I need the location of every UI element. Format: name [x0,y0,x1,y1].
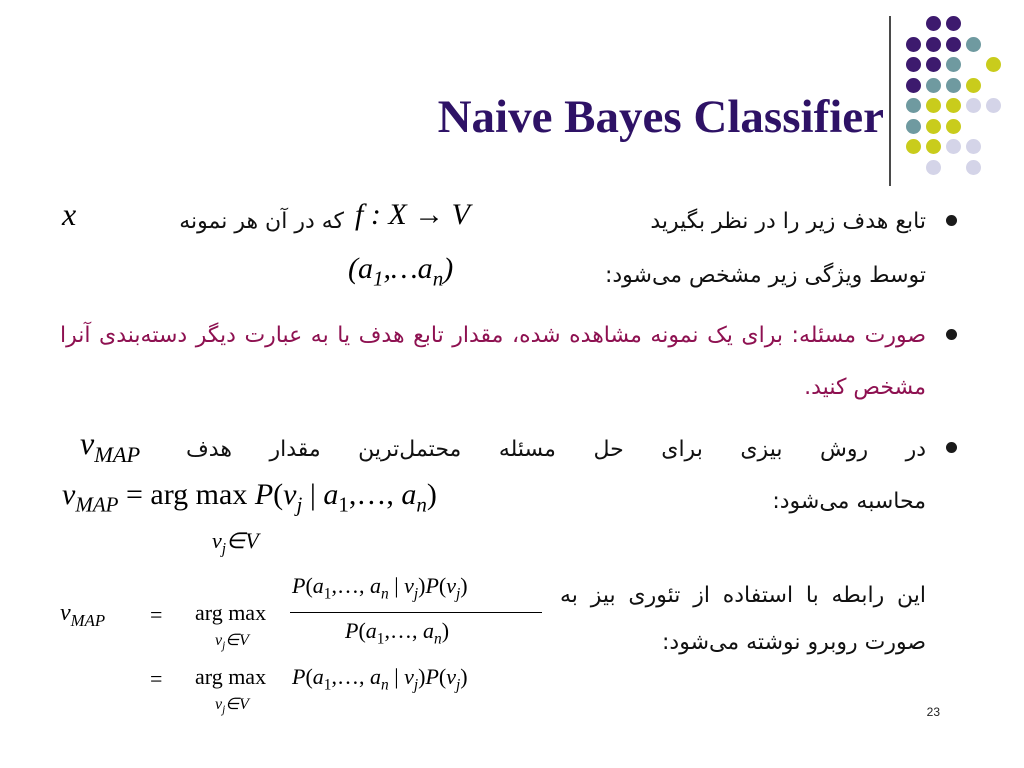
page-number: 23 [926,705,940,719]
bullet-3-math-equation: $v_{MAP}$ = arg $\max P(v_j$ | $a_1,\dots$, $a_n$) [62,478,437,517]
bullet-3-marker [946,442,957,453]
decorative-dot [986,57,1001,72]
derivation-eq-2: = [150,666,163,691]
bullet-1-line2: توسط ویژگی زیر مشخص می‌شود: [604,263,926,288]
decorative-dot [926,139,941,154]
decorative-dot [946,57,961,72]
derivation-fraction-bar [290,612,542,613]
decorative-dot [906,139,921,154]
bullet-3-math-under: $v_j\in V$ [212,528,259,558]
derivation-eq-1: = [150,602,163,627]
decorative-dot [906,98,921,113]
derivation-text: این رابطه با استفاده از تئوری بیز به صورت روبرو نوشته می‌شود: [560,583,926,655]
bullet-1-math-a: $(a_1,\dots a_n)$ [348,252,454,291]
decorative-dot [906,78,921,93]
derivation-lhs: $v_{MAP}$ [60,600,106,630]
decorative-dot [946,119,961,134]
bullet-3-line2: محاسبه می‌شود: [772,489,926,514]
derivation-line2: $P(a_1,\dots$, $a_n$ | $v_j)P(v_j)$ [292,664,468,694]
bullet-1-marker [946,215,957,226]
bullet-1-math-f: f : X → V [355,198,470,231]
decorative-dot [926,37,941,52]
decorative-dot [926,160,941,175]
bullet-1-math-x: x [62,196,77,232]
bullet-1-line1: تابع هدف زیر را در نظر بگیرید [650,209,926,234]
derivation-denominator: $P(a_1,\dots$, $a_n$) [345,618,450,648]
decorative-dot [946,37,961,52]
derivation-under-2: $v_j\in V$ [215,696,249,716]
bullet-3-line1: در روش بیزی برای حل مسئله محتمل‌ترین مقدار هدف [186,437,926,462]
derivation-under-1: $v_j\in V$ [215,632,249,652]
derivation-argmax-1: arg max [195,600,267,625]
decorative-dot [926,16,941,31]
bullet-1-line1b: که در آن هر نمونه [179,209,344,234]
decorative-dot [906,119,921,134]
derivation-numerator: $P(a_1,\dots$, $a_n$ | $v_j)P(v_j)$ [292,573,468,603]
decorative-dot [966,139,981,154]
decorative-dot [946,16,961,31]
decorative-dot [966,98,981,113]
decorative-dot [946,139,961,154]
decorative-dot [926,119,941,134]
decorative-dot [946,98,961,113]
decorative-dot [966,37,981,52]
bullet-2-marker [946,329,957,340]
derivation-argmax-2: arg max [195,664,267,689]
slide-title: Naive Bayes Classifier [437,91,884,143]
decorative-dot [906,37,921,52]
bullet-2-text: صورت مسئله: برای یک نمونه مشاهده شده، مقدار تابع هدف یا به عبارت دیگر دسته‌بندی آنرا مشخص کنید. [60,323,926,400]
title-divider [889,16,891,186]
decorative-dot [966,78,981,93]
bullet-3-math-vmap: $v_{MAP}$ [80,425,141,467]
decorative-dot [906,57,921,72]
decorative-dot [926,78,941,93]
decorative-dot [946,78,961,93]
decorative-dot [986,98,1001,113]
decorative-dot [966,160,981,175]
decorative-dot [926,98,941,113]
decorative-dot [926,57,941,72]
